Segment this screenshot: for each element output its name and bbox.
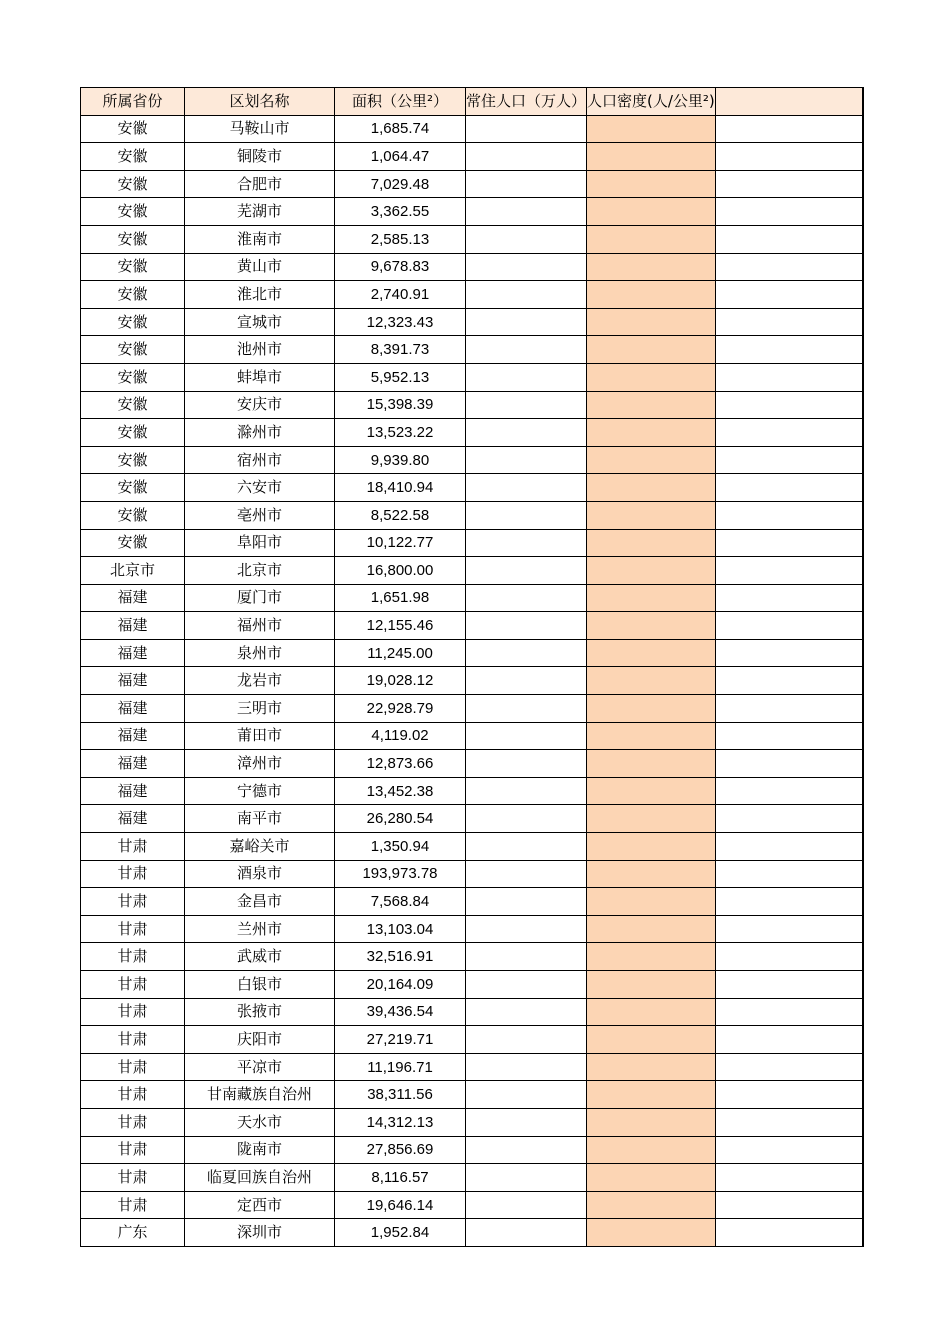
- cell-district-name[interactable]: 亳州市: [185, 501, 335, 529]
- cell-province[interactable]: 安徽: [81, 115, 185, 143]
- cell-area[interactable]: 12,323.43: [335, 308, 466, 336]
- cell-density[interactable]: [587, 971, 716, 999]
- cell-area[interactable]: 20,164.09: [335, 971, 466, 999]
- table-row: [81, 419, 864, 447]
- cell-district-name[interactable]: 甘南藏族自治州: [185, 1081, 335, 1109]
- table-row: [81, 474, 864, 502]
- cell-empty[interactable]: [715, 225, 863, 253]
- header-area[interactable]: 面积（公里²）: [335, 88, 466, 116]
- cell-district-name[interactable]: 合肥市: [185, 170, 335, 198]
- cell-density[interactable]: [587, 1081, 716, 1109]
- data-table: [80, 87, 864, 1247]
- cell-district-name[interactable]: 莆田市: [185, 722, 335, 750]
- cell-province[interactable]: 安徽: [81, 363, 185, 391]
- cell-population[interactable]: [466, 474, 587, 502]
- cell-population[interactable]: [466, 667, 587, 695]
- cell-empty[interactable]: [715, 667, 863, 695]
- cell-province[interactable]: 安徽: [81, 308, 185, 336]
- table-row: [81, 777, 864, 805]
- cell-province[interactable]: 安徽: [81, 281, 185, 309]
- cell-area[interactable]: 13,452.38: [335, 777, 466, 805]
- cell-density[interactable]: [587, 198, 716, 226]
- cell-district-name[interactable]: 兰州市: [185, 915, 335, 943]
- table-row: [81, 750, 864, 778]
- cell-district-name[interactable]: 陇南市: [185, 1136, 335, 1164]
- cell-density[interactable]: [587, 336, 716, 364]
- cell-area[interactable]: 27,219.71: [335, 1026, 466, 1054]
- cell-density[interactable]: [587, 805, 716, 833]
- table-row: [81, 1136, 864, 1164]
- cell-empty[interactable]: [715, 557, 863, 585]
- cell-district-name[interactable]: 六安市: [185, 474, 335, 502]
- cell-empty[interactable]: [715, 833, 863, 861]
- cell-district-name[interactable]: 宁德市: [185, 777, 335, 805]
- cell-province[interactable]: 甘肃: [81, 1164, 185, 1192]
- cell-population[interactable]: [466, 943, 587, 971]
- cell-empty[interactable]: [715, 474, 863, 502]
- cell-province[interactable]: 安徽: [81, 419, 185, 447]
- cell-district-name[interactable]: 深圳市: [185, 1219, 335, 1247]
- cell-district-name[interactable]: 厦门市: [185, 584, 335, 612]
- cell-empty[interactable]: [715, 143, 863, 171]
- table-row: [81, 1108, 864, 1136]
- cell-area[interactable]: 1,651.98: [335, 584, 466, 612]
- table-row: [81, 667, 864, 695]
- cell-province[interactable]: 甘肃: [81, 943, 185, 971]
- cell-density[interactable]: [587, 391, 716, 419]
- cell-district-name[interactable]: 阜阳市: [185, 529, 335, 557]
- cell-province[interactable]: 甘肃: [81, 860, 185, 888]
- cell-population[interactable]: [466, 805, 587, 833]
- cell-density[interactable]: [587, 915, 716, 943]
- header-province[interactable]: 所属省份: [81, 88, 185, 116]
- cell-district-name[interactable]: 酒泉市: [185, 860, 335, 888]
- cell-area[interactable]: 19,028.12: [335, 667, 466, 695]
- cell-density[interactable]: [587, 750, 716, 778]
- cell-district-name[interactable]: 池州市: [185, 336, 335, 364]
- cell-density[interactable]: [587, 667, 716, 695]
- cell-population[interactable]: [466, 557, 587, 585]
- cell-empty[interactable]: [715, 336, 863, 364]
- cell-empty[interactable]: [715, 363, 863, 391]
- cell-province[interactable]: 甘肃: [81, 1136, 185, 1164]
- cell-density[interactable]: [587, 557, 716, 585]
- cell-empty[interactable]: [715, 1108, 863, 1136]
- cell-density[interactable]: [587, 777, 716, 805]
- cell-district-name[interactable]: 白银市: [185, 971, 335, 999]
- cell-district-name[interactable]: 黄山市: [185, 253, 335, 281]
- cell-province[interactable]: 北京市: [81, 557, 185, 585]
- cell-district-name[interactable]: 临夏回族自治州: [185, 1164, 335, 1192]
- cell-area[interactable]: 1,685.74: [335, 115, 466, 143]
- cell-province[interactable]: 甘肃: [81, 888, 185, 916]
- cell-province[interactable]: 甘肃: [81, 971, 185, 999]
- cell-area[interactable]: 18,410.94: [335, 474, 466, 502]
- cell-population[interactable]: [466, 1219, 587, 1247]
- header-row: [81, 88, 864, 116]
- cell-density[interactable]: [587, 1108, 716, 1136]
- cell-population[interactable]: [466, 281, 587, 309]
- cell-population[interactable]: [466, 1053, 587, 1081]
- cell-district-name[interactable]: 福州市: [185, 612, 335, 640]
- cell-empty[interactable]: [715, 777, 863, 805]
- table-row: [81, 253, 864, 281]
- header-density[interactable]: [587, 88, 716, 116]
- cell-empty[interactable]: [715, 446, 863, 474]
- cell-empty[interactable]: [715, 943, 863, 971]
- cell-province[interactable]: 甘肃: [81, 1191, 185, 1219]
- cell-area[interactable]: 8,116.57: [335, 1164, 466, 1192]
- cell-population[interactable]: [466, 1108, 587, 1136]
- cell-population[interactable]: [466, 115, 587, 143]
- cell-province[interactable]: 安徽: [81, 198, 185, 226]
- cell-area[interactable]: 5,952.13: [335, 363, 466, 391]
- cell-district-name[interactable]: 滁州市: [185, 419, 335, 447]
- cell-empty[interactable]: [715, 1219, 863, 1247]
- cell-density[interactable]: [587, 474, 716, 502]
- cell-province[interactable]: 安徽: [81, 143, 185, 171]
- cell-area[interactable]: 38,311.56: [335, 1081, 466, 1109]
- cell-density[interactable]: [587, 584, 716, 612]
- table-row: [81, 501, 864, 529]
- cell-province[interactable]: 福建: [81, 667, 185, 695]
- cell-empty[interactable]: [715, 1191, 863, 1219]
- cell-empty[interactable]: [715, 253, 863, 281]
- cell-area[interactable]: 8,391.73: [335, 336, 466, 364]
- cell-province[interactable]: 安徽: [81, 253, 185, 281]
- cell-province[interactable]: 安徽: [81, 529, 185, 557]
- cell-empty[interactable]: [715, 1136, 863, 1164]
- cell-density[interactable]: [587, 1164, 716, 1192]
- cell-province[interactable]: 甘肃: [81, 1081, 185, 1109]
- cell-district-name[interactable]: 蚌埠市: [185, 363, 335, 391]
- cell-density[interactable]: [587, 281, 716, 309]
- cell-district-name[interactable]: 武威市: [185, 943, 335, 971]
- cell-area[interactable]: 9,678.83: [335, 253, 466, 281]
- table-row: [81, 805, 864, 833]
- cell-district-name[interactable]: 淮南市: [185, 225, 335, 253]
- cell-population[interactable]: [466, 888, 587, 916]
- cell-area[interactable]: 1,350.94: [335, 833, 466, 861]
- table-row: [81, 943, 864, 971]
- table-row: [81, 143, 864, 171]
- cell-empty[interactable]: [715, 419, 863, 447]
- cell-population[interactable]: [466, 501, 587, 529]
- cell-area[interactable]: 193,973.78: [335, 860, 466, 888]
- header-population-label: 常住人口（万人）: [466, 91, 587, 110]
- table-row: [81, 281, 864, 309]
- cell-district-name[interactable]: 定西市: [185, 1191, 335, 1219]
- cell-district-name[interactable]: 南平市: [185, 805, 335, 833]
- cell-density[interactable]: [587, 1053, 716, 1081]
- table-row: [81, 1081, 864, 1109]
- cell-population[interactable]: [466, 308, 587, 336]
- cell-population[interactable]: [466, 971, 587, 999]
- cell-area[interactable]: 11,196.71: [335, 1053, 466, 1081]
- cell-population[interactable]: [466, 391, 587, 419]
- table-row: [81, 695, 864, 723]
- cell-population[interactable]: [466, 170, 587, 198]
- cell-district-name[interactable]: 张掖市: [185, 998, 335, 1026]
- table-row: [81, 722, 864, 750]
- cell-population[interactable]: [466, 833, 587, 861]
- cell-area[interactable]: 19,646.14: [335, 1191, 466, 1219]
- cell-district-name[interactable]: 金昌市: [185, 888, 335, 916]
- cell-province[interactable]: 福建: [81, 777, 185, 805]
- cell-population[interactable]: [466, 1026, 587, 1054]
- cell-population[interactable]: [466, 419, 587, 447]
- cell-area[interactable]: 11,245.00: [335, 639, 466, 667]
- cell-population[interactable]: [466, 612, 587, 640]
- header-district-name[interactable]: 区划名称: [185, 88, 335, 116]
- cell-density[interactable]: [587, 446, 716, 474]
- cell-population[interactable]: [466, 336, 587, 364]
- cell-empty[interactable]: [715, 639, 863, 667]
- cell-population[interactable]: [466, 446, 587, 474]
- cell-area[interactable]: 16,800.00: [335, 557, 466, 585]
- cell-province[interactable]: 福建: [81, 639, 185, 667]
- cell-area[interactable]: 8,522.58: [335, 501, 466, 529]
- cell-district-name[interactable]: 北京市: [185, 557, 335, 585]
- cell-population[interactable]: [466, 584, 587, 612]
- table-row: [81, 115, 864, 143]
- cell-empty[interactable]: [715, 888, 863, 916]
- cell-area[interactable]: 39,436.54: [335, 998, 466, 1026]
- cell-district-name[interactable]: 漳州市: [185, 750, 335, 778]
- cell-density[interactable]: [587, 253, 716, 281]
- cell-density[interactable]: [587, 639, 716, 667]
- cell-province[interactable]: 甘肃: [81, 1026, 185, 1054]
- cell-district-name[interactable]: 铜陵市: [185, 143, 335, 171]
- table-row: [81, 225, 864, 253]
- cell-province[interactable]: 福建: [81, 750, 185, 778]
- cell-density[interactable]: [587, 529, 716, 557]
- cell-empty[interactable]: [715, 1164, 863, 1192]
- cell-density[interactable]: [587, 1191, 716, 1219]
- cell-empty[interactable]: [715, 971, 863, 999]
- cell-density[interactable]: [587, 363, 716, 391]
- table-row: [81, 391, 864, 419]
- cell-empty[interactable]: [715, 281, 863, 309]
- table-row: [81, 363, 864, 391]
- cell-empty[interactable]: [715, 998, 863, 1026]
- table-row: [81, 529, 864, 557]
- table-row: [81, 584, 864, 612]
- header-empty[interactable]: [715, 88, 863, 116]
- cell-empty[interactable]: [715, 1081, 863, 1109]
- cell-area[interactable]: 7,029.48: [335, 170, 466, 198]
- table-row: [81, 170, 864, 198]
- table-row: [81, 612, 864, 640]
- cell-empty[interactable]: [715, 695, 863, 723]
- cell-population[interactable]: [466, 695, 587, 723]
- cell-population[interactable]: [466, 1081, 587, 1109]
- cell-empty[interactable]: [715, 391, 863, 419]
- cell-empty[interactable]: [715, 529, 863, 557]
- cell-population[interactable]: [466, 198, 587, 226]
- cell-province[interactable]: 福建: [81, 695, 185, 723]
- cell-district-name[interactable]: 安庆市: [185, 391, 335, 419]
- table-row: [81, 1191, 864, 1219]
- cell-density[interactable]: [587, 143, 716, 171]
- cell-density[interactable]: [587, 225, 716, 253]
- cell-population[interactable]: [466, 363, 587, 391]
- cell-district-name[interactable]: 嘉峪关市: [185, 833, 335, 861]
- cell-density[interactable]: [587, 943, 716, 971]
- cell-population[interactable]: [466, 225, 587, 253]
- cell-district-name[interactable]: 天水市: [185, 1108, 335, 1136]
- cell-population[interactable]: [466, 639, 587, 667]
- cell-area[interactable]: 13,523.22: [335, 419, 466, 447]
- cell-province[interactable]: 甘肃: [81, 1108, 185, 1136]
- table-row: [81, 888, 864, 916]
- cell-population[interactable]: [466, 1191, 587, 1219]
- spreadsheet: [80, 87, 864, 1247]
- cell-population[interactable]: [466, 860, 587, 888]
- cell-area[interactable]: 12,873.66: [335, 750, 466, 778]
- cell-province[interactable]: 安徽: [81, 225, 185, 253]
- cell-district-name[interactable]: 淮北市: [185, 281, 335, 309]
- cell-empty[interactable]: [715, 170, 863, 198]
- cell-province[interactable]: 福建: [81, 584, 185, 612]
- cell-area[interactable]: 2,585.13: [335, 225, 466, 253]
- cell-density[interactable]: [587, 860, 716, 888]
- cell-area[interactable]: 9,939.80: [335, 446, 466, 474]
- cell-province[interactable]: 甘肃: [81, 1053, 185, 1081]
- cell-population[interactable]: [466, 529, 587, 557]
- cell-district-name[interactable]: 三明市: [185, 695, 335, 723]
- cell-province[interactable]: 甘肃: [81, 833, 185, 861]
- cell-area[interactable]: 27,856.69: [335, 1136, 466, 1164]
- cell-province[interactable]: 安徽: [81, 391, 185, 419]
- cell-area[interactable]: 26,280.54: [335, 805, 466, 833]
- cell-empty[interactable]: [715, 115, 863, 143]
- cell-area[interactable]: 10,122.77: [335, 529, 466, 557]
- cell-empty[interactable]: [715, 750, 863, 778]
- cell-population[interactable]: [466, 143, 587, 171]
- cell-empty[interactable]: [715, 860, 863, 888]
- cell-density[interactable]: [587, 501, 716, 529]
- cell-district-name[interactable]: 宿州市: [185, 446, 335, 474]
- cell-density[interactable]: [587, 1136, 716, 1164]
- cell-density[interactable]: [587, 888, 716, 916]
- cell-density[interactable]: [587, 695, 716, 723]
- cell-province[interactable]: 安徽: [81, 501, 185, 529]
- cell-province[interactable]: 福建: [81, 722, 185, 750]
- cell-district-name[interactable]: 马鞍山市: [185, 115, 335, 143]
- table-row: [81, 557, 864, 585]
- cell-population[interactable]: [466, 777, 587, 805]
- cell-population[interactable]: [466, 998, 587, 1026]
- cell-area[interactable]: 4,119.02: [335, 722, 466, 750]
- cell-district-name[interactable]: 泉州市: [185, 639, 335, 667]
- cell-empty[interactable]: [715, 1053, 863, 1081]
- table-row: [81, 446, 864, 474]
- cell-area[interactable]: 3,362.55: [335, 198, 466, 226]
- cell-province[interactable]: 福建: [81, 612, 185, 640]
- cell-area[interactable]: 1,064.47: [335, 143, 466, 171]
- header-density-label: 人口密度(人/公里²): [587, 91, 715, 110]
- table-row: [81, 833, 864, 861]
- table-row: [81, 639, 864, 667]
- cell-district-name[interactable]: 龙岩市: [185, 667, 335, 695]
- cell-province[interactable]: 安徽: [81, 446, 185, 474]
- cell-density[interactable]: [587, 170, 716, 198]
- cell-area[interactable]: 14,312.13: [335, 1108, 466, 1136]
- cell-population[interactable]: [466, 1164, 587, 1192]
- cell-district-name[interactable]: 平凉市: [185, 1053, 335, 1081]
- table-row: [81, 308, 864, 336]
- cell-population[interactable]: [466, 1136, 587, 1164]
- cell-empty[interactable]: [715, 612, 863, 640]
- table-row: [81, 915, 864, 943]
- cell-density[interactable]: [587, 1026, 716, 1054]
- cell-area[interactable]: 12,155.46: [335, 612, 466, 640]
- table-row: [81, 998, 864, 1026]
- cell-area[interactable]: 1,952.84: [335, 1219, 466, 1247]
- table-row: [81, 971, 864, 999]
- cell-population[interactable]: [466, 915, 587, 943]
- cell-area[interactable]: 15,398.39: [335, 391, 466, 419]
- cell-density[interactable]: [587, 722, 716, 750]
- cell-province[interactable]: 安徽: [81, 474, 185, 502]
- cell-density[interactable]: [587, 115, 716, 143]
- table-row: [81, 198, 864, 226]
- cell-area[interactable]: 22,928.79: [335, 695, 466, 723]
- header-population[interactable]: [466, 88, 587, 116]
- cell-area[interactable]: 7,568.84: [335, 888, 466, 916]
- cell-province[interactable]: 安徽: [81, 336, 185, 364]
- table-row: [81, 1026, 864, 1054]
- cell-population[interactable]: [466, 722, 587, 750]
- cell-empty[interactable]: [715, 722, 863, 750]
- cell-density[interactable]: [587, 998, 716, 1026]
- table-row: [81, 1219, 864, 1247]
- cell-province[interactable]: 甘肃: [81, 998, 185, 1026]
- cell-empty[interactable]: [715, 198, 863, 226]
- table-row: [81, 1164, 864, 1192]
- cell-empty[interactable]: [715, 584, 863, 612]
- table-row: [81, 1053, 864, 1081]
- cell-empty[interactable]: [715, 501, 863, 529]
- cell-population[interactable]: [466, 750, 587, 778]
- cell-province[interactable]: 甘肃: [81, 915, 185, 943]
- cell-area[interactable]: 13,103.04: [335, 915, 466, 943]
- cell-density[interactable]: [587, 1219, 716, 1247]
- cell-area[interactable]: 32,516.91: [335, 943, 466, 971]
- cell-empty[interactable]: [715, 1026, 863, 1054]
- cell-density[interactable]: [587, 612, 716, 640]
- table-row: [81, 336, 864, 364]
- cell-district-name[interactable]: 宣城市: [185, 308, 335, 336]
- cell-empty[interactable]: [715, 308, 863, 336]
- cell-province[interactable]: 广东: [81, 1219, 185, 1247]
- table-row: [81, 860, 864, 888]
- cell-empty[interactable]: [715, 915, 863, 943]
- cell-density[interactable]: [587, 308, 716, 336]
- cell-density[interactable]: [587, 833, 716, 861]
- cell-province[interactable]: 安徽: [81, 170, 185, 198]
- cell-population[interactable]: [466, 253, 587, 281]
- cell-area[interactable]: 2,740.91: [335, 281, 466, 309]
- cell-district-name[interactable]: 庆阳市: [185, 1026, 335, 1054]
- cell-district-name[interactable]: 芜湖市: [185, 198, 335, 226]
- cell-empty[interactable]: [715, 805, 863, 833]
- cell-density[interactable]: [587, 419, 716, 447]
- cell-province[interactable]: 福建: [81, 805, 185, 833]
